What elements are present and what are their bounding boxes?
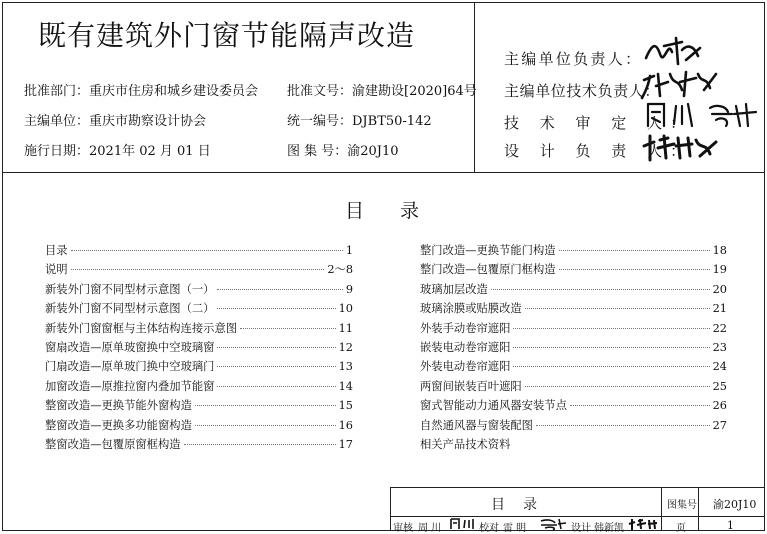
atlas-no-value: 渝20J10	[713, 498, 757, 511]
approval-number: 批准文号：渝建勘设[2020]64号	[287, 84, 477, 99]
role-chief-tech-lead: 主编单位技术负责人：	[504, 82, 661, 100]
toc-entry-title: 新装外门窗窗框与主体结构连接示意图	[45, 321, 238, 335]
toc-leader-dots	[513, 366, 709, 367]
design-name: 韩新凯	[594, 523, 624, 534]
editor-unit: 主编单位：重庆市勘察设计协会	[24, 114, 207, 129]
toc-leader-dots	[195, 425, 336, 426]
role-tech-approver: 技 术 审 定 人：	[504, 114, 694, 132]
review-name: 周 川	[418, 523, 442, 534]
toc-leader-dots	[559, 250, 710, 251]
toc-heading: 目录	[345, 200, 456, 222]
toc-leader-dots	[491, 289, 710, 290]
toc-entry-page: 9	[345, 282, 353, 296]
toc-entry-title: 目录	[45, 244, 68, 257]
unified-number: 统一编号：DJBT50-142	[287, 114, 432, 129]
toc-entry-page: 14	[338, 379, 353, 393]
toc-leader-dots	[536, 425, 710, 426]
toc-entry-page: 23	[712, 340, 727, 354]
toc-entry-page: 24	[712, 360, 727, 374]
toc-entry-title: 整门改造—包覆原门框构造	[420, 263, 556, 277]
atlas-title: 既有建筑外门窗节能隔声改造	[38, 19, 416, 52]
toc-entry	[45, 242, 353, 261]
toc-entry	[45, 417, 353, 436]
toc-entry-page: 12	[338, 340, 353, 354]
toc-entry	[420, 281, 727, 300]
toc-leader-dots	[71, 269, 325, 270]
toc-entry-page: 10	[338, 302, 353, 316]
signature-unit-lead	[642, 36, 702, 70]
toc-entry	[45, 436, 353, 455]
design-label: 设计	[571, 523, 591, 534]
toc-entry-title: 嵌装电动卷帘遮阳	[420, 340, 511, 354]
toc-entry-page: 18	[712, 244, 727, 257]
toc-leader-dots	[217, 366, 335, 367]
title-block-col-divider	[698, 488, 699, 530]
toc-entry-page: 25	[712, 379, 727, 393]
toc-entry	[45, 320, 353, 339]
toc-left-column	[45, 242, 353, 455]
toc-entry-page: 21	[712, 302, 727, 316]
toc-entry-title: 新装外门窗不同型材示意图（一）	[45, 282, 215, 296]
toc-entry-title: 外装电动卷帘遮阳	[420, 360, 511, 374]
toc-entry-title: 两窗间嵌装百叶遮阳	[420, 379, 522, 393]
toc-leader-dots	[570, 405, 710, 406]
design-signature	[627, 517, 661, 531]
toc-entry-title: 加窗改造—原推拉窗内叠加节能窗	[45, 379, 215, 393]
toc-entry-page: 11	[338, 321, 353, 335]
toc-entry	[420, 417, 727, 436]
toc-leader-dots	[217, 289, 342, 290]
toc-entry-title: 玻璃加层改造	[420, 282, 488, 296]
toc-entry-title: 整门改造—更换节能门构造	[420, 244, 556, 257]
toc-entry-page: 26	[712, 399, 727, 413]
role-chief-unit-lead: 主编单位负责人：	[504, 50, 643, 68]
role-design-lead: 设 计 负 责 人：	[504, 142, 694, 160]
toc-leader-dots	[184, 444, 336, 445]
toc-leader-dots	[513, 347, 709, 348]
toc-entry-title: 说明	[45, 263, 68, 277]
toc-entry-title: 玻璃涂膜或贴膜改造	[420, 302, 522, 316]
toc-entry-page: 2～8	[327, 263, 353, 277]
page-label: 页	[676, 523, 686, 534]
toc-right-column	[420, 242, 727, 455]
signature-tech-approver	[642, 100, 760, 130]
review-signature	[449, 517, 475, 531]
atlas-number: 图 集 号：渝20J10	[287, 144, 399, 159]
title-block	[390, 487, 765, 534]
toc-leader-dots	[240, 328, 336, 329]
title-block-divider	[391, 516, 764, 517]
toc-entry-title: 相关产品技术资料	[420, 437, 511, 451]
toc-leader-dots	[525, 308, 710, 309]
title-block-name: 目 录	[491, 497, 539, 513]
toc-entry	[45, 378, 353, 397]
toc-leader-dots	[71, 250, 343, 251]
toc-entry	[420, 242, 727, 261]
toc-entry-page: 20	[712, 282, 727, 296]
toc-entry	[420, 320, 727, 339]
toc-entry	[45, 281, 353, 300]
toc-entry-title: 窗扇改造—原单玻窗换中空玻璃窗	[45, 340, 215, 354]
approving-dept: 批准部门：重庆市住房和城乡建设委员会	[24, 84, 259, 99]
toc-entry-page: 19	[712, 263, 727, 277]
toc-entry	[45, 358, 353, 377]
check-label: 校对	[479, 523, 499, 534]
toc-entry-page: 17	[338, 437, 353, 451]
toc-leader-dots	[217, 347, 335, 348]
toc-entry-page: 1	[345, 244, 353, 257]
toc-entry-title: 自然通风器与窗装配图	[420, 418, 533, 432]
toc-entry-title: 窗式智能动力通风器安装节点	[420, 399, 567, 413]
toc-entry-page: 16	[338, 418, 353, 432]
toc-entry-title: 外装手动卷帘遮阳	[420, 321, 511, 335]
toc-leader-dots	[195, 405, 336, 406]
toc-entry	[420, 358, 727, 377]
toc-entry	[45, 261, 353, 280]
atlas-no-label: 图集号	[667, 500, 697, 511]
toc-leader-dots	[559, 269, 710, 270]
toc-entry-title: 新装外门窗不同型材示意图（二）	[45, 302, 215, 316]
toc-entry-title: 整窗改造—更换节能外窗构造	[45, 399, 192, 413]
toc-entry	[45, 397, 353, 416]
toc-entry	[420, 261, 727, 280]
toc-entry-page: 27	[712, 418, 727, 432]
check-signature	[537, 517, 567, 531]
toc-entry	[45, 339, 353, 358]
toc-entry-title: 整窗改造—更换多功能窗构造	[45, 418, 192, 432]
signature-design-lead	[640, 132, 720, 164]
toc-entry-page: 13	[338, 360, 353, 374]
toc-entry-page: 22	[712, 321, 727, 335]
check-name: 雷 明	[503, 523, 527, 534]
page-value: 1	[727, 519, 734, 532]
toc-entry	[420, 397, 727, 416]
toc-entry	[45, 300, 353, 319]
toc-leader-dots	[525, 386, 710, 387]
signature-tech-lead	[640, 68, 720, 102]
toc-entry-page: 15	[338, 399, 353, 413]
toc-entry-title: 门扇改造—原单玻门换中空玻璃门	[45, 360, 215, 374]
toc-entry	[420, 378, 727, 397]
toc-entry	[420, 339, 727, 358]
toc-leader-dots	[513, 328, 709, 329]
toc-entry	[420, 300, 727, 319]
toc-leader-dots	[217, 386, 335, 387]
review-label: 审核	[393, 523, 413, 534]
toc-leader-dots	[217, 308, 335, 309]
toc-entry	[420, 436, 727, 455]
header-divider	[2, 172, 765, 173]
effective-date: 施行日期：2021年 02 月 01 日	[24, 144, 211, 159]
title-block-col-divider	[661, 488, 662, 530]
toc-entry-title: 整窗改造—包覆原窗框构造	[45, 437, 181, 451]
